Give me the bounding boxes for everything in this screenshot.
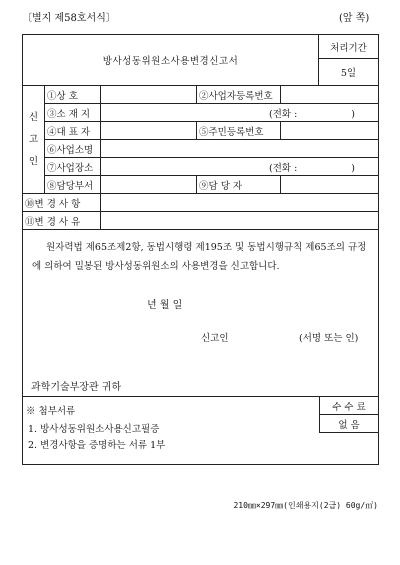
department-field[interactable] (101, 176, 197, 194)
office-name-field[interactable] (101, 140, 379, 158)
person-in-charge-label: ⑨담 당 자 (197, 176, 281, 194)
form-title: 방사성동위원소사용변경신고서 (23, 35, 319, 86)
office-name-label: ⑥사업소명 (45, 140, 101, 158)
attachments-title: ※ 첨부서류 (26, 406, 76, 417)
side-char-3: 인 (28, 155, 39, 167)
declaration-text: 원자력법 제65조제2항, 동법시행령 제195조 및 동법시행규칙 제65조의 규정에 의하여 밀봉된 방사성동위원소의 사용변경을 신고합니다. (32, 242, 367, 272)
company-name-label: ①상 호 (45, 86, 101, 104)
location-field[interactable] (101, 104, 379, 122)
department-label: ⑧담당부서 (45, 176, 101, 194)
change-reason-field[interactable] (101, 212, 379, 230)
signature-label: (서명 또는 인) (299, 333, 359, 344)
processing-period-label: 처리기간 (319, 35, 379, 59)
change-reason-label: ⑪변 경 사 유 (23, 212, 101, 230)
fee-value: 없 음 (320, 415, 379, 433)
change-items-label: ⑩변 경 사 항 (23, 194, 101, 212)
fee-label: 수 수 료 (320, 397, 379, 415)
paper-spec: 210㎜×297㎜(인쇄용지(2급) 60g/㎡) (233, 501, 378, 510)
addressee: 과학기술부장관 귀하 (31, 382, 122, 393)
workplace-field[interactable] (101, 158, 379, 176)
page-side-label: (앞 쪽) (339, 13, 370, 24)
processing-period-value: 5일 (319, 59, 379, 86)
form-number: 〔별지 제58호서식〕 (22, 13, 116, 24)
resident-reg-no-label: ⑤주민등록번호 (197, 122, 281, 140)
representative-label: ④대 표 자 (45, 122, 101, 140)
attachment-item-1: 1. 방사성동위원소사용신고필증 (28, 424, 160, 435)
fee-box (319, 397, 379, 434)
business-reg-no-label: ②사업자등록번호 (197, 86, 281, 104)
attachments-section (23, 397, 379, 465)
side-char-1: 신 (28, 111, 39, 123)
declaration-date: 년 월 일 (147, 300, 183, 311)
side-char-2: 고 (28, 133, 39, 145)
company-name-field[interactable] (101, 86, 197, 104)
business-reg-no-field[interactable] (281, 86, 379, 104)
attachment-item-2: 2. 변경사항을 증명하는 서류 1부 (28, 440, 166, 451)
resident-reg-no-field[interactable] (281, 122, 379, 140)
representative-field[interactable] (101, 122, 197, 140)
declaration-body (23, 230, 379, 397)
location-phone-label: (전화 : (269, 108, 298, 120)
workplace-label: ⑦사업장소 (45, 158, 101, 176)
workplace-phone-close: ) (351, 162, 355, 174)
person-in-charge-field[interactable] (281, 176, 379, 194)
applicant-side-label (23, 86, 45, 194)
location-phone-close: ) (351, 108, 355, 120)
workplace-phone-label: (전화 : (269, 162, 298, 174)
report-form (22, 34, 379, 465)
change-items-field[interactable] (101, 194, 379, 212)
location-label: ③소 재 지 (45, 104, 101, 122)
declarant-label: 신고인 (201, 333, 229, 344)
